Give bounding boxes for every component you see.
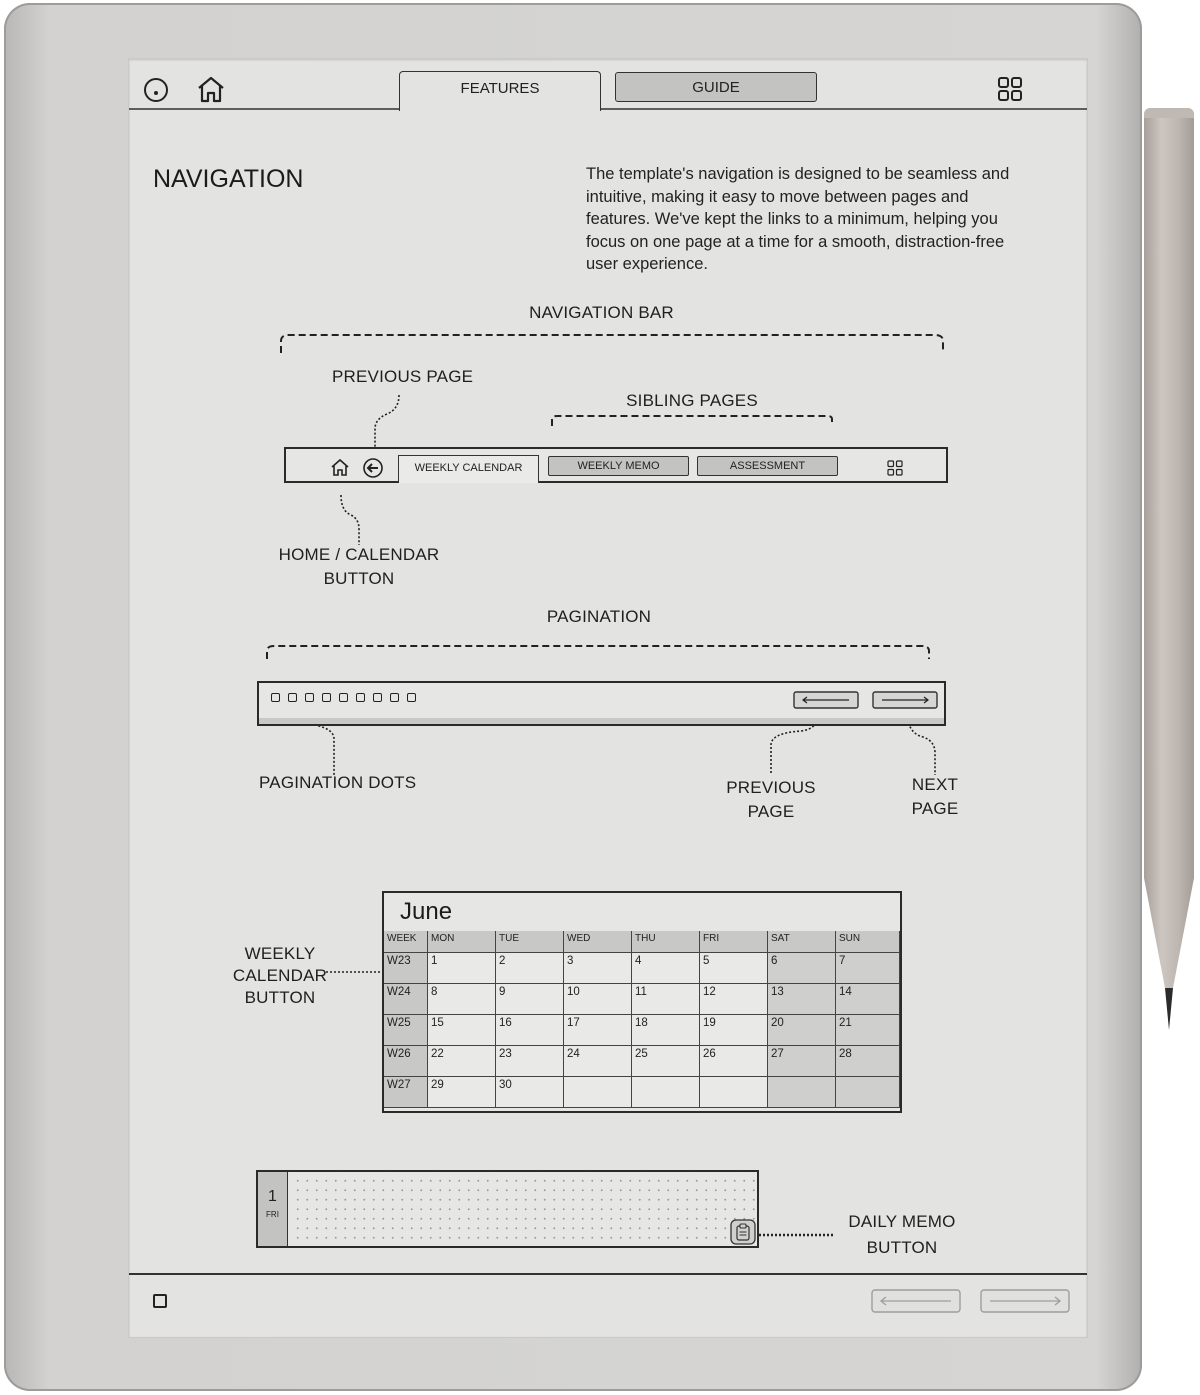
tab-features[interactable]: FEATURES [399,71,601,111]
next-page-diagram-label [889,773,981,821]
calendar-label-line1: WEEKLY [244,944,316,963]
calendar-day-cell[interactable]: 6 [768,953,836,984]
prev-label-line1: PREVIOUS [726,778,816,797]
previous-page-diagram-label [711,776,831,824]
calendar-day-cell[interactable]: 21 [836,1015,900,1046]
pagination-dot [305,693,314,702]
calendar-week-cell[interactable]: W23 [384,953,428,984]
bottom-bar-divider [129,1273,1087,1275]
pagination-bar-shadow [259,718,944,724]
calendar-day-cell[interactable]: 24 [564,1046,632,1077]
calendar-day-cell[interactable]: 27 [768,1046,836,1077]
calendar-day-cell[interactable]: 19 [700,1015,768,1046]
daily-memo-mockup [256,1170,759,1248]
calendar-label-line2: CALENDAR [232,966,328,985]
daily-memo-button-label [837,1209,967,1261]
next-page-button[interactable] [980,1289,1070,1313]
calendar-day-cell[interactable]: 29 [428,1077,496,1108]
pagination-dot [322,693,331,702]
calendar-day-cell [700,1077,768,1108]
calendar-day-cell[interactable]: 2 [496,953,564,984]
square-icon[interactable] [153,1294,167,1308]
calendar-month: June [400,898,453,925]
calendar-day-cell[interactable]: 4 [632,953,700,984]
tab-weekly-calendar: WEEKLY CALENDAR [398,455,539,483]
navigation-bar-heading: NAVIGATION BAR [529,303,674,322]
calendar-day-cell[interactable]: 28 [836,1046,900,1077]
calendar-day-cell[interactable]: 14 [836,984,900,1015]
home-label-line1: HOME / CALENDAR [278,545,440,564]
calendar-header-cell: SUN [836,931,900,953]
navigation-bar-brackets [129,59,1087,619]
memo-day-name: FRI [266,1210,279,1219]
pagination-dots-label: PAGINATION DOTS [259,773,417,792]
calendar-day-cell [632,1077,700,1108]
calendar-header-cell: FRI [700,931,768,953]
calendar-day-cell[interactable]: 23 [496,1046,564,1077]
previous-page-button [793,691,859,709]
calendar-day-cell[interactable]: 30 [496,1077,564,1108]
next-page-button [872,691,938,709]
grid-icon [887,460,903,476]
memo-leader-line [759,1230,835,1240]
calendar-day-cell[interactable]: 16 [496,1015,564,1046]
calendar-day-cell[interactable]: 25 [632,1046,700,1077]
pagination-dot [390,693,399,702]
memo-label-line2: BUTTON [866,1238,938,1257]
calendar-week-cell[interactable]: W26 [384,1046,428,1077]
daily-memo-date-strip [258,1172,288,1246]
tab-assessment: ASSESSMENT [697,456,838,476]
pagination-bar-mockup [257,681,946,726]
calendar-day-cell[interactable]: 15 [428,1015,496,1046]
page-title: NAVIGATION [153,165,304,193]
stylus-pen [1143,108,1195,1038]
calendar-header-cell: TUE [496,931,564,953]
calendar-week-cell[interactable]: W27 [384,1077,428,1108]
calendar-day-cell[interactable]: 3 [564,953,632,984]
calendar-week-cell[interactable]: W24 [384,984,428,1015]
calendar-week-cell[interactable]: W25 [384,1015,428,1046]
weekly-calendar [382,891,902,1113]
calendar-day-cell[interactable]: 13 [768,984,836,1015]
memo-clipboard-icon [730,1219,756,1245]
back-arrow-icon [363,458,383,478]
calendar-day-cell[interactable]: 22 [428,1046,496,1077]
pagination-dot [373,693,382,702]
nav-bar-mockup [284,447,948,483]
prev-label-line2: PAGE [747,802,795,821]
calendar-day-cell[interactable]: 18 [632,1015,700,1046]
calendar-header-cell: WEEK [384,931,428,953]
calendar-label-line3: BUTTON [244,988,316,1007]
calendar-day-cell [836,1077,900,1108]
calendar-day-cell[interactable]: 1 [428,953,496,984]
dot-grid-area [289,1172,757,1246]
calendar-day-cell[interactable]: 10 [564,984,632,1015]
calendar-day-cell [564,1077,632,1108]
pagination-dot [356,693,365,702]
calendar-day-cell[interactable]: 20 [768,1015,836,1046]
memo-label-line1: DAILY MEMO [848,1212,956,1231]
previous-page-button[interactable] [871,1289,961,1313]
memo-day-number: 1 [268,1188,277,1205]
pagination-heading: PAGINATION [546,607,652,626]
pagination-dot [288,693,297,702]
calendar-day-cell[interactable]: 26 [700,1046,768,1077]
calendar-header-cell: SAT [768,931,836,953]
calendar-day-cell[interactable]: 7 [836,953,900,984]
calendar-day-cell[interactable]: 11 [632,984,700,1015]
home-label-line2: BUTTON [323,569,395,588]
calendar-day-cell[interactable]: 8 [428,984,496,1015]
home-icon [330,458,350,476]
weekly-calendar-button-label [224,943,336,1009]
sibling-pages-label: SIBLING PAGES [626,391,758,410]
calendar-day-cell [768,1077,836,1108]
pagination-dot [339,693,348,702]
calendar-day-cell[interactable]: 12 [700,984,768,1015]
pagination-dot [407,693,416,702]
next-label-line1: NEXT [911,775,959,794]
calendar-header-cell: WED [564,931,632,953]
next-label-line2: PAGE [911,799,959,818]
home-calendar-button-label [269,543,449,591]
pagination-dot [271,693,280,702]
calendar-day-cell[interactable]: 9 [496,984,564,1015]
intro-paragraph: The template's navigation is designed to be seamless and intuitive, making it easy to move between pages and features. We've kept the links to a minimum, helping you focus on one page at a time for a smooth, distraction-free user experience. [586,165,1010,274]
calendar-day-cell[interactable]: 17 [564,1015,632,1046]
e-ink-screen [128,58,1088,1338]
calendar-grid [384,931,900,1109]
tab-weekly-memo: WEEKLY MEMO [548,456,689,476]
calendar-day-cell[interactable]: 5 [700,953,768,984]
calendar-header-cell: MON [428,931,496,953]
tab-guide[interactable]: GUIDE [615,72,817,102]
previous-page-label: PREVIOUS PAGE [332,367,474,386]
calendar-header-cell: THU [632,931,700,953]
